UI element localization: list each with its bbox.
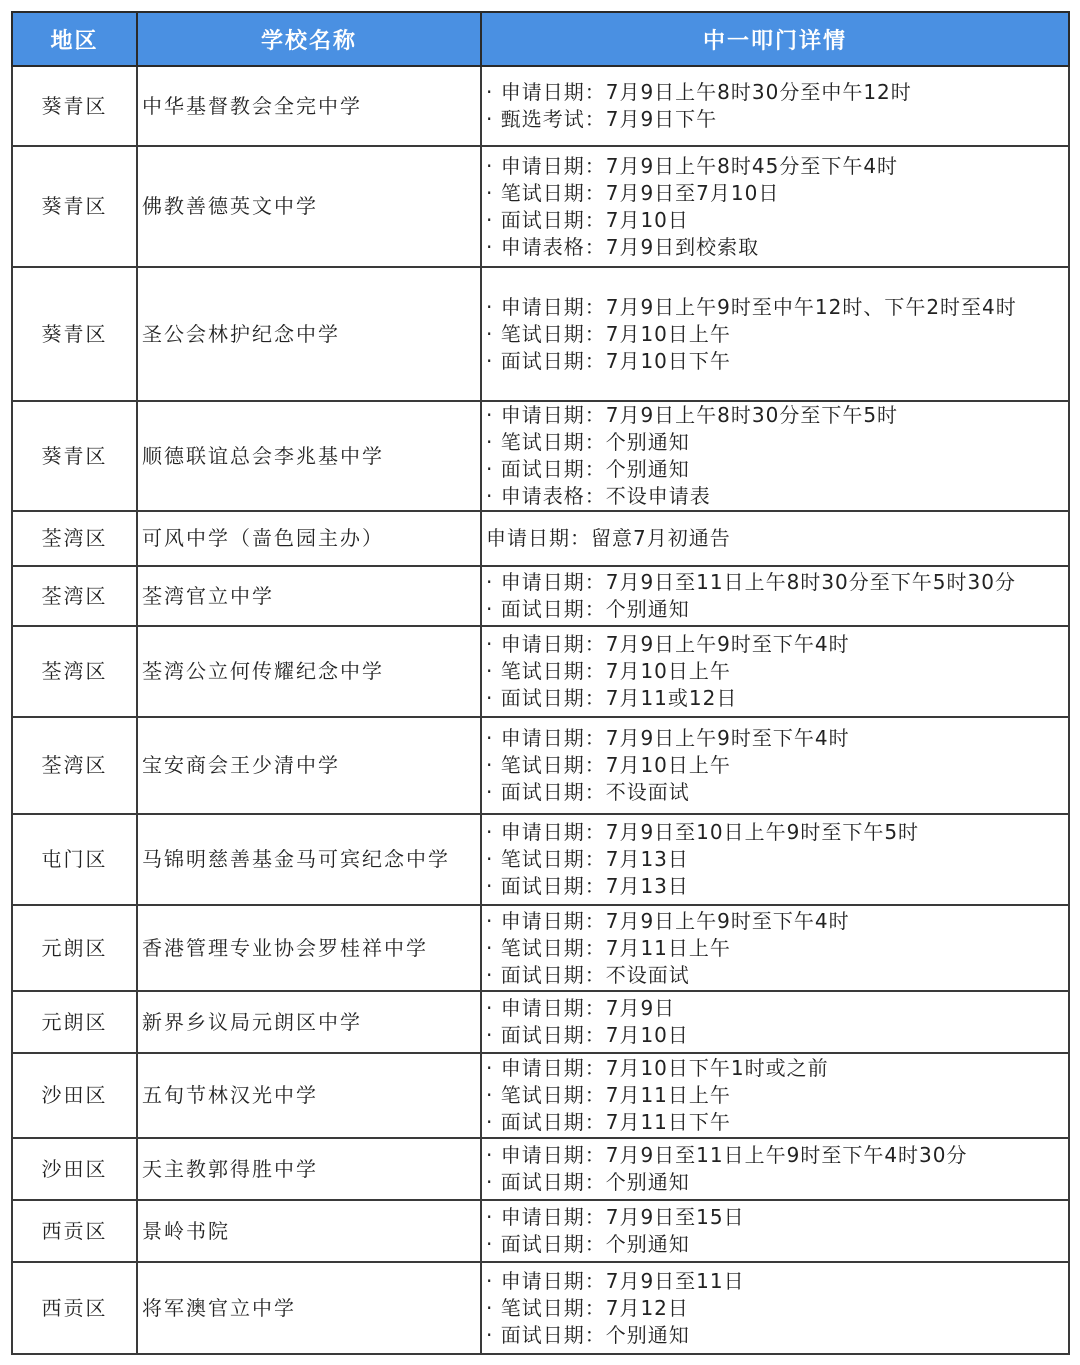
- district-cell: 荃湾区: [12, 566, 137, 626]
- detail-line: · 笔试日期：7月12日: [486, 1295, 689, 1320]
- details-cell: [481, 66, 1069, 146]
- school-name-cell: 圣公会林护纪念中学: [137, 267, 481, 401]
- district-cell: 葵青区: [12, 66, 137, 146]
- school-name-cell: 中华基督教会全完中学: [137, 66, 481, 146]
- detail-line: · 笔试日期：7月10日上午: [486, 659, 731, 683]
- detail-line: · 笔试日期：7月10日上午: [486, 753, 731, 777]
- table-row: [12, 1053, 1069, 1138]
- table-row: [12, 66, 1069, 146]
- details-cell: [481, 511, 1069, 566]
- table-row: [12, 905, 1069, 991]
- detail-line: · 申请日期：7月9日上午9时至下午4时: [486, 908, 850, 933]
- header-district: 地区: [12, 12, 137, 66]
- details-cell: [481, 814, 1069, 905]
- detail-line: · 面试日期：个别通知: [486, 1170, 690, 1194]
- table-row: [12, 991, 1069, 1053]
- admission-table: [11, 11, 1070, 1355]
- district-cell: 沙田区: [12, 1138, 137, 1200]
- district-cell: 荃湾区: [12, 511, 137, 566]
- district-cell: 西贡区: [12, 1200, 137, 1262]
- detail-line: · 申请日期：7月9日至10日上午9时至下午5时: [486, 820, 920, 844]
- detail-line: · 申请日期：7月9日上午9时至中午12时、下午2时至4时: [486, 294, 1017, 319]
- table-row: [12, 146, 1069, 267]
- details-cell: [481, 1053, 1069, 1138]
- school-name-cell: 宝安商会王少清中学: [137, 717, 481, 814]
- detail-line: · 申请日期：7月9日上午8时30分至下午5时: [486, 403, 899, 427]
- detail-line: · 面试日期：7月13日: [486, 874, 689, 898]
- school-name-cell: 五旬节林汉光中学: [137, 1053, 481, 1138]
- detail-line: · 面试日期：个别通知: [486, 1232, 690, 1256]
- detail-line: · 面试日期：不设面试: [486, 780, 690, 804]
- detail-line: · 笔试日期：7月9日至7月10日: [486, 180, 780, 205]
- school-name-cell: 顺德联谊总会李兆基中学: [137, 401, 481, 511]
- school-name-cell: 荃湾官立中学: [137, 566, 481, 626]
- detail-line: · 申请日期：7月9日至11日上午9时至下午4时30分: [486, 1143, 968, 1167]
- detail-line: · 面试日期：7月10日下午: [486, 348, 731, 373]
- detail-line: · 面试日期：不设面试: [486, 962, 690, 987]
- detail-line: · 面试日期：个别通知: [486, 1322, 690, 1347]
- detail-line: · 面试日期：7月10日: [486, 207, 689, 232]
- details-cell: [481, 401, 1069, 511]
- table-row: [12, 401, 1069, 511]
- district-cell: 葵青区: [12, 267, 137, 401]
- table-body: [12, 66, 1069, 1354]
- table-row: [12, 1262, 1069, 1354]
- details-cell: [481, 905, 1069, 991]
- district-cell: 西贡区: [12, 1262, 137, 1354]
- detail-line: · 申请日期：7月9日上午8时45分至下午4时: [486, 153, 899, 178]
- table-row: [12, 511, 1069, 566]
- details-cell: [481, 1138, 1069, 1200]
- school-name-cell: 佛教善德英文中学: [137, 146, 481, 267]
- table-row: [12, 566, 1069, 626]
- district-cell: 沙田区: [12, 1053, 137, 1138]
- district-cell: 荃湾区: [12, 717, 137, 814]
- school-name-cell: 将军澳官立中学: [137, 1262, 481, 1354]
- table-row: [12, 1200, 1069, 1262]
- detail-line: · 笔试日期：7月11日上午: [486, 935, 731, 960]
- detail-line: · 甄选考试：7月9日下午: [486, 107, 718, 131]
- detail-line: · 申请日期：7月9日至11日上午8时30分至下午5时30分: [486, 570, 1016, 594]
- details-cell: [481, 991, 1069, 1053]
- school-name-cell: 新界乡议局元朗区中学: [137, 991, 481, 1053]
- detail-line: · 面试日期：个别通知: [486, 457, 690, 481]
- header-school-name: 学校名称: [137, 12, 481, 66]
- details-cell: [481, 1200, 1069, 1262]
- header-row: [12, 12, 1069, 66]
- detail-line: · 申请日期：7月9日上午9时至下午4时: [486, 632, 850, 656]
- detail-line: · 笔试日期：个别通知: [486, 430, 690, 454]
- detail-line: · 面试日期：7月11或12日: [486, 686, 738, 710]
- detail-line: · 申请表格：7月9日到校索取: [486, 234, 760, 259]
- detail-line: · 申请日期：7月9日上午8时30分至中午12时: [486, 80, 912, 104]
- school-name-cell: 荃湾公立何传耀纪念中学: [137, 626, 481, 717]
- detail-line: · 申请日期：7月9日上午9时至下午4时: [486, 726, 850, 750]
- details-cell: [481, 146, 1069, 267]
- school-name-cell: 香港管理专业协会罗桂祥中学: [137, 905, 481, 991]
- detail-line: · 笔试日期：7月10日上午: [486, 321, 731, 346]
- district-cell: 荃湾区: [12, 626, 137, 717]
- district-cell: 葵青区: [12, 401, 137, 511]
- table-row: [12, 717, 1069, 814]
- detail-line: · 申请日期：7月9日至15日: [486, 1205, 745, 1229]
- detail-line: · 申请日期：7月9日至11日: [486, 1268, 745, 1293]
- detail-line: · 面试日期：个别通知: [486, 597, 690, 621]
- details-cell: [481, 566, 1069, 626]
- details-cell: [481, 1262, 1069, 1354]
- header-admission-details: 中一叩门详情: [481, 12, 1069, 66]
- district-cell: 屯门区: [12, 814, 137, 905]
- table-row: [12, 626, 1069, 717]
- district-cell: 元朗区: [12, 991, 137, 1053]
- school-name-cell: 景岭书院: [137, 1200, 481, 1262]
- district-cell: 元朗区: [12, 905, 137, 991]
- details-cell: [481, 267, 1069, 401]
- district-cell: 葵青区: [12, 146, 137, 267]
- details-cell: [481, 717, 1069, 814]
- detail-line: · 笔试日期：7月11日上午: [486, 1083, 731, 1107]
- detail-line: · 面试日期：7月10日: [486, 1023, 689, 1047]
- detail-line: · 申请日期：7月10日下午1时或之前: [486, 1056, 829, 1080]
- detail-line: · 申请日期：7月9日: [486, 996, 676, 1020]
- table-row: [12, 267, 1069, 401]
- details-cell: [481, 626, 1069, 717]
- detail-line: 申请日期：留意7月初通告: [486, 526, 731, 550]
- detail-line: · 笔试日期：7月13日: [486, 847, 689, 871]
- table-row: [12, 814, 1069, 905]
- detail-line: · 申请表格：不设申请表: [486, 484, 711, 508]
- school-name-cell: 可风中学（啬色园主办）: [137, 511, 481, 566]
- school-name-cell: 马锦明慈善基金马可宾纪念中学: [137, 814, 481, 905]
- detail-line: · 面试日期：7月11日下午: [486, 1110, 731, 1134]
- table-row: [12, 1138, 1069, 1200]
- school-name-cell: 天主教郭得胜中学: [137, 1138, 481, 1200]
